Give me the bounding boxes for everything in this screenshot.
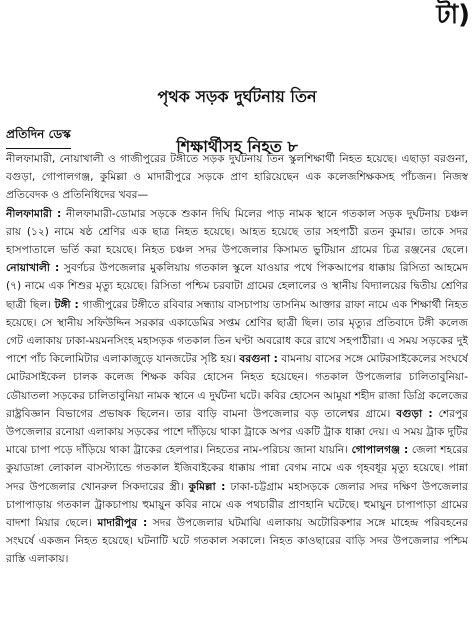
report-bogura: শেরপুর উপজেলার রনোয়া এলাকায় সড়কের পাশে দাঁড়িয়ে থাকা ট্রাকে অপর একটি ট্রাক ধাক্কা দেয়। এ সময় ট্রাক দুটির মাঝে চাপা পড়ে দাঁড়িয়ে থাকা ট্রাকের হেলপার। নিহতের নাম-পরিচয় জানা যায়নি। [6, 407, 468, 457]
dateline-noakhali: নোয়াখালী : [6, 262, 60, 275]
dateline-madaripur: মাদারীপুর : [97, 517, 148, 530]
report-barguna: বামনায় বাসের সঙ্গে মোটরসাইকেলের সংঘর্ষে মোটরসাইকেল চালক কলেজ শিক্ষক কবির হোসেন নিহত হয়েছেন। গতকাল উপজেলার চালিতাবুনিয়া-ডৌয়াতলা সড়কের চালিতাবুনিয়া নামক স্থানে এ দুর্ঘটনা ঘটে। কবির হোসেন আমুয়া শহীদ রাজা ডিগ্রি কলেজের রাষ্ট্রবিজ্ঞান বিভাগের প্রভাষক ছিলেন। তার বাড়ি বামনা উপজেলার বড় তালেশ্বর গ্রামে। [6, 353, 468, 420]
byline: প্রতিদিন ডেস্ক [6, 126, 71, 149]
previous-article-fragment: টা) [436, 0, 470, 30]
article-body [6, 150, 468, 642]
report-tongi: গাজীপুরের টঙ্গীতে রবিবার সন্ধ্যায় বাসচাপায় তাসনিম আক্তার রাফা নামে এক শিক্ষার্থী নিহত হয়েছে। সে স্থানীয় সফিউদ্দিন সরকার একাডেমির সপ্তম শ্রেণির ছাত্রী ছিল। তার মৃত্যুর প্রতিবাদে টঙ্গী কলেজ গেট এলাকায় ঢাকা-ময়মনসিংহ মহাসড়ক গতকাল তিন ঘণ্টা অবরোধ করে রাখে সহপাঠীরা। এ সময় সড়কের দুই পাশে পাঁচ কিলোমিটার এলাকাজুড়ে যানজটের সৃষ্টি হয়। [6, 298, 468, 366]
report-nilphamari: নীলফামারী-ডোমার সড়কে শুকান দিঘি মিলের পাড় নামক স্থানে গতকাল সড়ক দুর্ঘটনায় চঞ্চল রায় (১২) নামে ষষ্ঠ শ্রেণির এক ছাত্র নিহত হয়েছে। আহত হয়েছে তার সহপাঠী রতন কুমার। তাকে সদর হাসপাতালে ভর্তি করা হয়েছে। নিহত চঞ্চল সদর উপজেলার কিসামত ভুটিয়ান গ্রামের চিত্র রঞ্জনের ছেলে। [6, 207, 468, 257]
dateline-barguna: বরগুনা : [239, 353, 278, 366]
article-paragraph [6, 150, 468, 569]
report-madaripur: সদর উপজেলার ঘটমাঝি এলাকায় অটোরিকশার সঙ্গে মাহেন্দ্র পরিবহনের সংঘর্ষে একজন নিহত হয়েছে। ঘটনাটি ঘটে গতকাল সকালে। নিহত কাওছারের বাড়ি সদর উপজেলার পশ্চিম রাস্তি এলাকায়। [6, 517, 468, 566]
report-noakhali: সুবর্ণচর উপজেলার মুকলিয়ায় গতকাল স্কুলে যাওয়ার পথে পিকআপের ধাক্কায় রিসিতা আহমেদ (৭) নামে এক শিশুর মৃত্যু হয়েছে। রিসিতা পশ্চিম চরবাটা গ্রামের হেলালের ও স্থানীয় বিদ্যালয়ের দ্বিতীয় শ্রেণির ছাত্রী ছিল। [6, 262, 468, 311]
headline-line-2: শিক্ষার্থীসহ নিহত ৮ [176, 137, 298, 157]
headline-line-1: পৃথক সড়ক দুর্ঘটনায় তিন [157, 87, 317, 107]
article-intro: নীলফামারী, নোয়াখালী ও গাজীপুরের টঙ্গীতে সড়ক দুর্ঘটনায় তিন স্কুলশিক্ষার্থী নিহত হয়েছে। এছাড়া বরগুনা, বগুড়া, গোপালগঞ্জ, কুমিল্লা ও মাদারীপুরে সড়কে প্রাণ হারিয়েছেন এক কলেজশিক্ষকসহ পাঁচজন। নিজস্ব প্রতিবেদক ও প্রতিনিধিদের খবর— [6, 153, 468, 202]
dateline-nilphamari: নীলফামারী : [6, 207, 62, 220]
report-gopalganj: জেলা শহরের কুয়াডাঙ্গা লোকাল বাসস্ট্যান্ডে গতকাল ইজিবাইকের ধাক্কায় পান্না বেগম নামে এক গৃহবধূর মৃত্যু হয়েছে। পান্না সদর উপজেলার খোনরুল সিকদারের স্ত্রী। [6, 444, 468, 493]
report-cumilla: ঢাকা-চট্টগ্রাম মহাসড়কে জেলার সদর দক্ষিণ উপজেলার চাপাপাড়ায় গতকাল ট্রাকচাপায় হুমায়ুন কবির নামে এক পথচারীর প্রাণহানি ঘটেছে। হুমায়ুন চাপাপাড়া গ্রামের বাদশা মিয়ার ছেলে। [6, 480, 468, 530]
dateline-gopalganj: গোপালগঞ্জ : [351, 444, 409, 457]
dateline-cumilla: কুমিল্লা : [188, 480, 226, 493]
dateline-tongi: টঙ্গী : [54, 298, 79, 311]
dateline-bogura: বগুড়া : [396, 407, 433, 420]
